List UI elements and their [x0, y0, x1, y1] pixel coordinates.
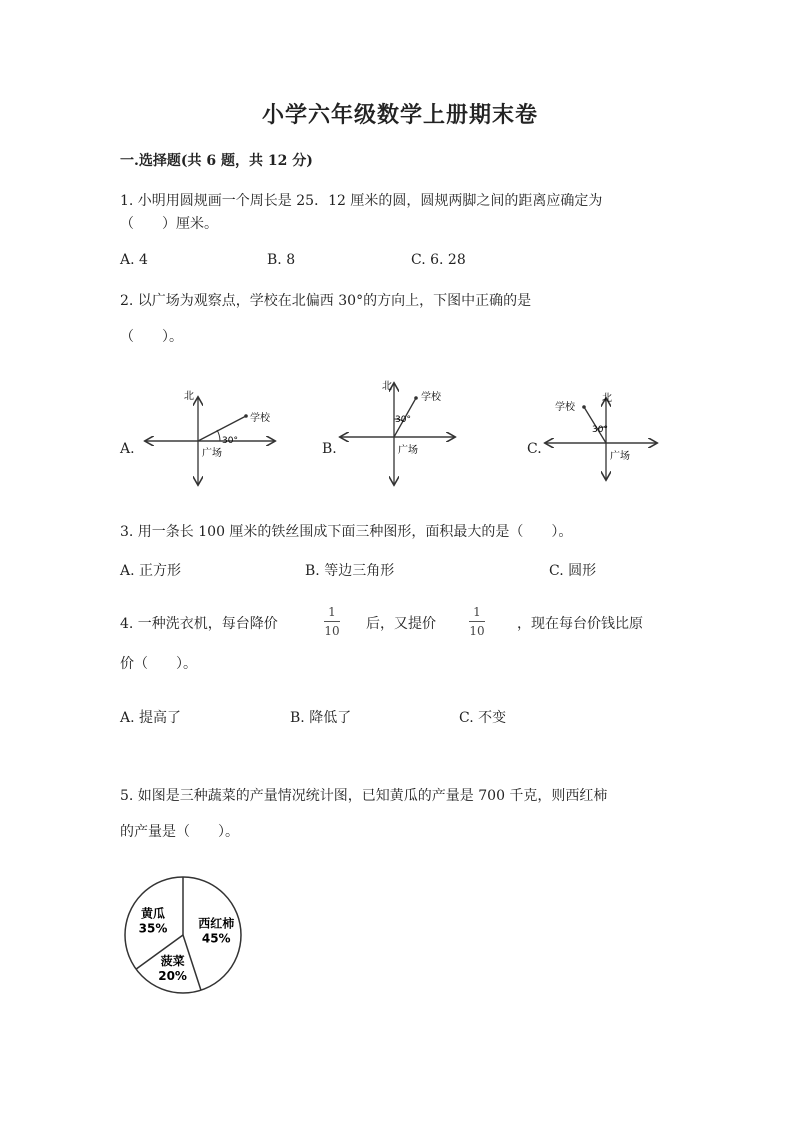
q1-text-line2: （ ）厘米。	[120, 216, 218, 232]
direction-diagram-b	[335, 375, 460, 490]
north-label: 北	[382, 381, 392, 392]
pie-slice-value: 35%	[138, 921, 168, 936]
plaza-label: 广场	[610, 451, 630, 462]
fraction-bar	[469, 621, 485, 622]
plaza-label: 广场	[202, 448, 222, 459]
school-label: 学校	[555, 402, 575, 413]
school-point	[414, 396, 418, 400]
angle-arc	[217, 430, 220, 441]
direction-diagram-c	[540, 385, 662, 485]
q5-text-line1: 5. 如图是三种蔬菜的产量情况统计图，已知黄瓜的产量是 700 千克，则西红柿	[120, 788, 608, 804]
fraction-denominator: 10	[324, 624, 340, 638]
angle-label: 30°	[395, 415, 411, 425]
q4-text-part2: 后，又提价	[366, 616, 436, 632]
school-label: 学校	[421, 392, 441, 403]
fraction-denominator: 10	[469, 624, 485, 638]
q2-text-line1: 2. 以广场为观察点，学校在北偏西 30°的方向上，下图中正确的是	[120, 293, 532, 309]
section-heading: 一.选择题(共 6 题，共 12 分)	[120, 153, 313, 169]
fraction-bar	[324, 621, 340, 622]
north-label: 北	[184, 391, 194, 402]
q2-text-line2: （ ）。	[120, 329, 183, 345]
q3-option-c[interactable]: C. 圆形	[549, 563, 597, 579]
q4-option-b[interactable]: B. 降低了	[290, 710, 352, 726]
q5-text-line2: 的产量是（ ）。	[120, 824, 239, 840]
vegetable-pie-chart	[120, 870, 250, 1000]
school-label: 学校	[250, 413, 270, 424]
q4-text-line2: 价（ ）。	[120, 656, 197, 672]
school-point	[244, 414, 248, 418]
q4-fraction-1	[324, 605, 340, 638]
q2-option-b[interactable]: B.	[322, 441, 337, 457]
angle-label: 30°	[592, 425, 608, 435]
pie-slice-label: 黄瓜	[141, 906, 166, 921]
pie-slice-label: 西红柿	[198, 916, 235, 931]
q4-fraction-2	[469, 605, 485, 638]
q3-option-a[interactable]: A. 正方形	[120, 563, 182, 579]
page-title: 小学六年级数学上册期末卷	[261, 102, 538, 128]
q1-option-c[interactable]: C. 6. 28	[411, 252, 466, 268]
plaza-label: 广场	[398, 445, 418, 456]
q4-option-a[interactable]: A. 提高了	[120, 710, 182, 726]
north-label: 北	[602, 393, 612, 404]
pie-slice-value: 20%	[158, 968, 187, 983]
pie-slice-value: 45%	[201, 931, 231, 946]
q1-option-a[interactable]: A. 4	[120, 252, 148, 268]
q2-option-c[interactable]: C.	[527, 441, 542, 457]
q4-text-part1: 4. 一种洗衣机，每台降价	[120, 616, 278, 632]
direction-diagram-a	[140, 380, 280, 490]
q4-text-part3: ，现在每台价钱比原	[517, 616, 643, 632]
q4-option-c[interactable]: C. 不变	[459, 710, 507, 726]
pie-slice-label: 菠菜	[160, 953, 185, 968]
angle-label: 30°	[222, 436, 238, 446]
fraction-numerator: 1	[473, 605, 481, 619]
school-point	[582, 405, 586, 409]
q2-option-a[interactable]: A.	[120, 441, 135, 457]
q1-option-b[interactable]: B. 8	[267, 252, 296, 268]
q1-text-line1: 1. 小明用圆规画一个周长是 25．12 厘米的圆，圆规两脚之间的距离应确定为	[120, 193, 603, 209]
fraction-numerator: 1	[328, 605, 336, 619]
q3-text-line1: 3. 用一条长 100 厘米的铁丝围成下面三种图形，面积最大的是（ ）。	[120, 524, 573, 540]
q3-option-b[interactable]: B. 等边三角形	[305, 563, 395, 579]
